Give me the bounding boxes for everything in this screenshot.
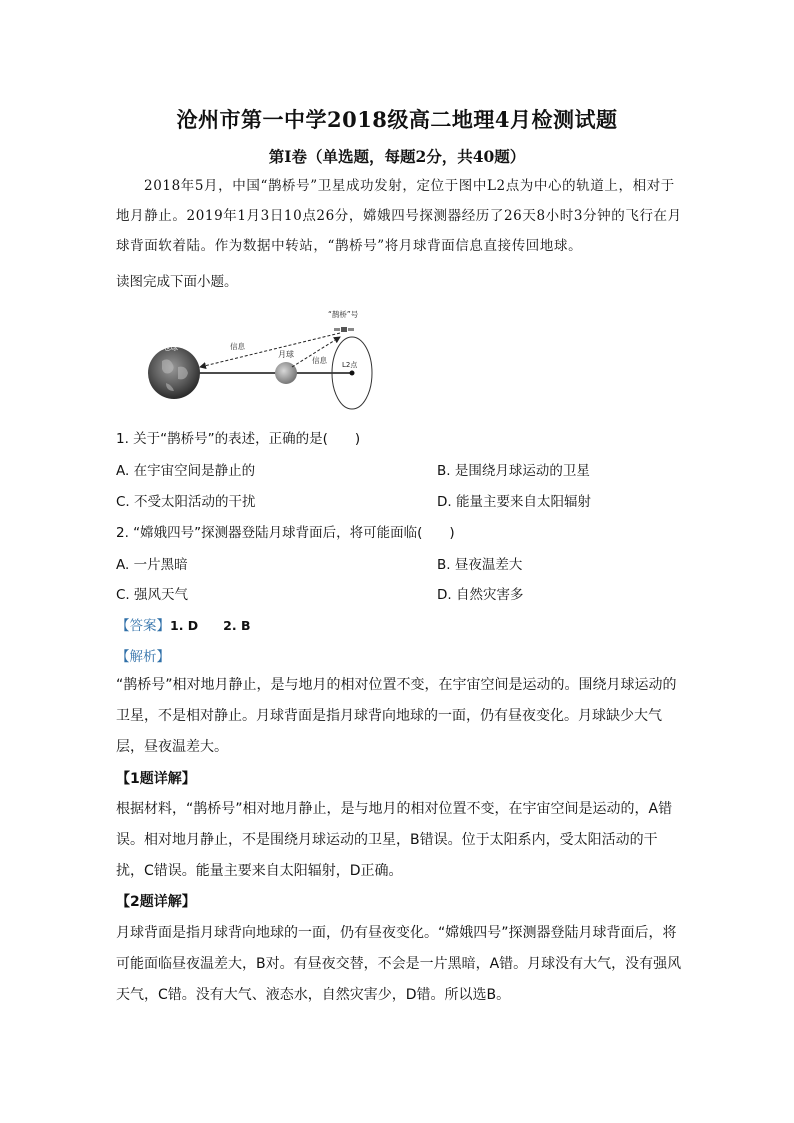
read-prompt: 读图完成下面小题。 <box>116 274 238 290</box>
analysis-text: “鹊桥号”相对地月静止，是与地月的相对位置不变，在宇宙空间是运动的。围绕月球运动的卫星，不是相对静止。月球背面是指月球背向地球的一面，仍有昼夜变化。月球缺少大气层，昼夜温差大。 <box>116 677 677 755</box>
q2-option-a: A. 一片黑暗 <box>116 557 188 573</box>
l2-point <box>350 371 355 376</box>
detail-1-text: 根据材料，“鹊桥号”相对地月静止，是与地月的相对位置不变，在宇宙空间是运动的，A错误。相对地月静止，不是围绕月球运动的卫星，B错误。位于太阳系内，受太阳活动的干扰，C错误。能量主要来自太阳辐射，D正确。 <box>116 801 673 879</box>
q1-option-d: D. 能量主要来自太阳辐射 <box>437 494 591 510</box>
q1-option-c: C. 不受太阳活动的干扰 <box>116 494 256 510</box>
page-title: 沧州市第一中学2018级高二地理4月检测试题 <box>176 107 618 132</box>
q2-option-c: C. 强风天气 <box>116 587 189 603</box>
l2-label: L2点 <box>342 361 358 369</box>
info-label-1: 信息 <box>230 342 245 351</box>
q2-option-b: B. 昼夜温差大 <box>437 557 523 573</box>
intro-paragraph: 2018年5月，中国“鹊桥号”卫星成功发射，定位于图中L2点为中心的轨道上，相对于地月静止。2019年1月3日10点26分，嫦娥四号探测器经历了26天8小时3分钟的飞行在月球背面软着陆。作为数据中转站，“鹊桥号”将月球背面信息直接传回地球。 <box>116 178 682 254</box>
detail-2-heading: 【2题详解】 <box>116 894 196 910</box>
moon-label: 月球 <box>278 350 294 359</box>
satellite-icon <box>334 327 354 332</box>
q1-option-b: B. 是围绕月球运动的卫星 <box>437 463 590 479</box>
detail-2-text: 月球背面是指月球背向地球的一面，仍有昼夜变化。“嫦娥四号”探测器登陆月球背面后，将可能面临昼夜温差大，B对。有昼夜交替，不会是一片黑暗，A错。月球没有大气，没有强风天气，C错。没有大气、液态水，自然灾害少，D错。所以选B。 <box>116 925 682 1003</box>
question-1-stem: 1. 关于“鹊桥号”的表述，正确的是( ) <box>116 431 361 447</box>
answer-label: 【答案】 <box>116 618 170 634</box>
info-label-2: 信息 <box>312 356 327 365</box>
answer-line <box>116 614 251 634</box>
question-2-stem: 2. “嫦娥四号”探测器登陆月球背面后，将可能面临( ) <box>116 525 455 541</box>
q2-option-d: D. 自然灾害多 <box>437 587 524 603</box>
moon-globe <box>275 362 297 384</box>
earth-label: 地球 <box>162 343 178 352</box>
answer-values: 1. D 2. B <box>170 618 251 633</box>
detail-1-heading: 【1题详解】 <box>116 771 196 787</box>
analysis-label: 【解析】 <box>116 649 170 665</box>
satellite-label: “鹊桥”号 <box>328 310 359 319</box>
earth-moon-l2-diagram <box>140 305 380 415</box>
section-subtitle: 第Ⅰ卷（单选题，每题2分，共40题） <box>268 147 526 166</box>
earth-globe <box>148 347 200 399</box>
q1-option-a: A. 在宇宙空间是静止的 <box>116 463 256 479</box>
